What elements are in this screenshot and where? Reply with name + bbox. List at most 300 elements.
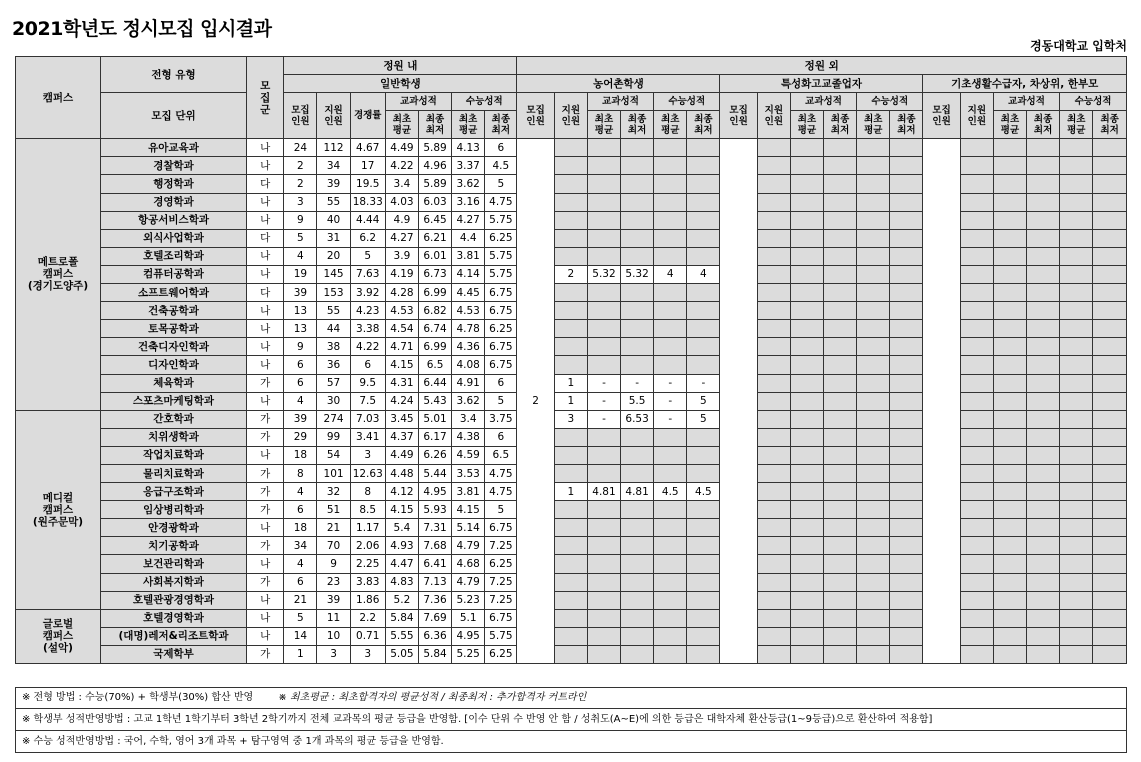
- group-value: 가: [247, 374, 284, 392]
- empty-cell: [890, 284, 923, 302]
- general-value: 3.81: [452, 483, 485, 501]
- min-header: 최종 최저: [890, 111, 923, 139]
- table-row: [16, 483, 1127, 501]
- rural-value: 6.53: [621, 410, 654, 428]
- empty-cell: [1093, 139, 1127, 157]
- general-value: 4.95: [452, 627, 485, 645]
- general-value: 5: [350, 247, 385, 265]
- empty-cell: [824, 211, 857, 229]
- group-value: 다: [247, 229, 284, 247]
- general-value: 5.05: [385, 645, 418, 663]
- empty-cell: [890, 519, 923, 537]
- empty-cell: [687, 501, 720, 519]
- empty-cell: [1027, 211, 1060, 229]
- general-value: 3.62: [452, 175, 485, 193]
- general-value: 4.91: [452, 374, 485, 392]
- empty-cell: [824, 410, 857, 428]
- empty-cell: [587, 157, 620, 175]
- general-value: 4.4: [452, 229, 485, 247]
- empty-cell: [993, 645, 1026, 663]
- table-row: [16, 320, 1127, 338]
- empty-cell: [1060, 627, 1093, 645]
- empty-cell: [790, 193, 823, 211]
- empty-cell: [1093, 265, 1127, 283]
- min-header: 최종 최저: [687, 111, 720, 139]
- empty-cell: [993, 175, 1026, 193]
- general-value: 21: [284, 591, 317, 609]
- unit-name: 작업치료학과: [100, 446, 246, 464]
- general-value: 3.4: [385, 175, 418, 193]
- general-value: 4.28: [385, 284, 418, 302]
- empty-cell: [993, 609, 1026, 627]
- empty-cell: [1027, 356, 1060, 374]
- empty-cell: [857, 338, 890, 356]
- general-value: 9.5: [350, 374, 385, 392]
- empty-cell: [993, 627, 1026, 645]
- empty-cell: [1093, 591, 1127, 609]
- empty-cell: [857, 609, 890, 627]
- empty-cell: [993, 157, 1026, 175]
- empty-cell: [993, 265, 1026, 283]
- table-row: [16, 392, 1127, 410]
- empty-cell: [654, 320, 687, 338]
- general-value: 39: [284, 410, 317, 428]
- unit-name: 안경광학과: [100, 519, 246, 537]
- empty-cell: [960, 193, 993, 211]
- empty-cell: [1093, 302, 1127, 320]
- empty-cell: [790, 302, 823, 320]
- empty-cell: [587, 519, 620, 537]
- rural-apply: 1: [554, 483, 587, 501]
- empty-cell: [621, 501, 654, 519]
- general-value: 7.5: [350, 392, 385, 410]
- general-value: 4.22: [350, 338, 385, 356]
- general-value: 0.71: [350, 627, 385, 645]
- general-value: 3: [284, 193, 317, 211]
- empty-cell: [587, 229, 620, 247]
- empty-cell: [993, 211, 1026, 229]
- empty-cell: [790, 609, 823, 627]
- general-value: 4.96: [418, 157, 451, 175]
- general-value: 4.75: [485, 193, 517, 211]
- general-value: 6.44: [418, 374, 451, 392]
- empty-cell: [993, 193, 1026, 211]
- empty-cell: [687, 157, 720, 175]
- general-value: 5.25: [452, 645, 485, 663]
- group-value: 가: [247, 573, 284, 591]
- empty-cell: [654, 645, 687, 663]
- general-value: 4.75: [485, 464, 517, 482]
- empty-cell: [1060, 338, 1093, 356]
- general-value: 4.13: [452, 139, 485, 157]
- type-header: 전형 유형: [100, 57, 246, 93]
- unit-name: 외식사업학과: [100, 229, 246, 247]
- empty-cell: [890, 211, 923, 229]
- empty-cell: [1093, 483, 1127, 501]
- general-value: 3: [317, 645, 350, 663]
- empty-cell: [621, 591, 654, 609]
- empty-cell: [824, 519, 857, 537]
- general-value: 17: [350, 157, 385, 175]
- empty-cell: [1027, 645, 1060, 663]
- min-header: 최종 최저: [1027, 111, 1060, 139]
- general-value: 7.31: [418, 519, 451, 537]
- avg-header: 최초 평균: [654, 111, 687, 139]
- rural-recruit-header: 모집 인원: [517, 93, 554, 139]
- empty-cell: [621, 627, 654, 645]
- empty-cell: [960, 428, 993, 446]
- empty-cell: [687, 609, 720, 627]
- empty-cell: [857, 555, 890, 573]
- general-value: 31: [317, 229, 350, 247]
- general-value: 4.67: [350, 139, 385, 157]
- empty-cell: [687, 464, 720, 482]
- table-row: [16, 645, 1127, 663]
- group-header: 모 집 군: [247, 57, 284, 139]
- empty-cell: [824, 591, 857, 609]
- empty-cell: [1060, 609, 1093, 627]
- general-value: 4.36: [452, 338, 485, 356]
- general-value: 3.62: [452, 392, 485, 410]
- empty-cell: [621, 428, 654, 446]
- empty-cell: [824, 645, 857, 663]
- empty-cell: [993, 229, 1026, 247]
- empty-cell: [890, 591, 923, 609]
- general-value: 5.1: [452, 609, 485, 627]
- general-value: 145: [317, 265, 350, 283]
- general-value: 8.5: [350, 501, 385, 519]
- general-value: 6.99: [418, 338, 451, 356]
- empty-cell: [993, 428, 1026, 446]
- rural-value: 5.5: [621, 392, 654, 410]
- general-value: 55: [317, 193, 350, 211]
- empty-cell: [1027, 483, 1060, 501]
- empty-cell: [554, 519, 587, 537]
- empty-cell: [890, 392, 923, 410]
- empty-cell: [1093, 627, 1127, 645]
- empty-cell: [554, 501, 587, 519]
- empty-cell: [757, 338, 790, 356]
- general-value: 18: [284, 446, 317, 464]
- empty-cell: [790, 247, 823, 265]
- general-value: 6.36: [418, 627, 451, 645]
- empty-cell: [621, 229, 654, 247]
- general-value: 3.83: [350, 573, 385, 591]
- empty-cell: [993, 446, 1026, 464]
- min-header: 최종 최저: [1093, 111, 1127, 139]
- general-value: 4.14: [452, 265, 485, 283]
- general-value: 4.24: [385, 392, 418, 410]
- empty-cell: [960, 392, 993, 410]
- general-value: 57: [317, 374, 350, 392]
- empty-cell: [857, 501, 890, 519]
- general-value: 39: [284, 284, 317, 302]
- empty-cell: [1027, 555, 1060, 573]
- empty-cell: [757, 302, 790, 320]
- empty-cell: [554, 627, 587, 645]
- empty-cell: [621, 157, 654, 175]
- general-value: 6.25: [485, 555, 517, 573]
- empty-cell: [587, 591, 620, 609]
- note-legend-text: ※ 최초평균 : 최초합격자의 평균성적 / 최종최저 : 추가합격자 커트라인: [278, 692, 587, 703]
- empty-cell: [890, 483, 923, 501]
- unit-name: 건축디자인학과: [100, 338, 246, 356]
- empty-cell: [587, 464, 620, 482]
- empty-cell: [1027, 374, 1060, 392]
- general-value: 3.9: [385, 247, 418, 265]
- empty-cell: [687, 573, 720, 591]
- empty-cell: [654, 284, 687, 302]
- empty-cell: [960, 609, 993, 627]
- empty-cell: [790, 320, 823, 338]
- general-value: 5.4: [385, 519, 418, 537]
- empty-cell: [790, 645, 823, 663]
- empty-cell: [654, 175, 687, 193]
- empty-cell: [1093, 392, 1127, 410]
- empty-cell: [621, 645, 654, 663]
- general-value: 29: [284, 428, 317, 446]
- empty-cell: [1060, 193, 1093, 211]
- rural-value: 4.5: [654, 483, 687, 501]
- empty-cell: [1027, 627, 1060, 645]
- empty-cell: [587, 428, 620, 446]
- general-value: 1.86: [350, 591, 385, 609]
- empty-cell: [654, 591, 687, 609]
- notes: [15, 687, 1127, 753]
- table-row: [16, 410, 1127, 428]
- table-row: [16, 302, 1127, 320]
- general-value: 6: [284, 356, 317, 374]
- empty-cell: [654, 573, 687, 591]
- general-value: 5.89: [418, 175, 451, 193]
- general-value: 6.75: [485, 302, 517, 320]
- empty-cell: [687, 247, 720, 265]
- general-value: 6.21: [418, 229, 451, 247]
- empty-cell: [654, 609, 687, 627]
- unit-name: 스포츠마케팅학과: [100, 392, 246, 410]
- general-value: 4.9: [385, 211, 418, 229]
- empty-cell: [1060, 645, 1093, 663]
- empty-cell: [1093, 501, 1127, 519]
- empty-cell: [1027, 410, 1060, 428]
- empty-cell: [757, 247, 790, 265]
- empty-cell: [621, 302, 654, 320]
- empty-cell: [890, 573, 923, 591]
- empty-cell: [587, 356, 620, 374]
- empty-cell: [824, 356, 857, 374]
- empty-cell: [824, 284, 857, 302]
- basic-school-grade-header: 교과성적: [993, 93, 1059, 111]
- empty-cell: [824, 374, 857, 392]
- rural-value: -: [621, 374, 654, 392]
- empty-cell: [587, 537, 620, 555]
- empty-cell: [757, 284, 790, 302]
- general-value: 6.25: [485, 645, 517, 663]
- general-value: 4.5: [485, 157, 517, 175]
- empty-cell: [790, 356, 823, 374]
- general-value: 5.84: [418, 645, 451, 663]
- empty-cell: [554, 157, 587, 175]
- general-value: 24: [284, 139, 317, 157]
- empty-cell: [993, 247, 1026, 265]
- empty-cell: [687, 320, 720, 338]
- unit-name: 호텔조리학과: [100, 247, 246, 265]
- basic-csat-grade-header: 수능성적: [1060, 93, 1127, 111]
- empty-cell: [1060, 139, 1093, 157]
- empty-cell: [1027, 175, 1060, 193]
- general-value: 7.69: [418, 609, 451, 627]
- general-value: 7.25: [485, 573, 517, 591]
- empty-cell: [654, 555, 687, 573]
- empty-cell: [790, 157, 823, 175]
- unit-name: 유아교육과: [100, 139, 246, 157]
- unit-name: 치기공학과: [100, 537, 246, 555]
- empty-cell: [554, 247, 587, 265]
- empty-cell: [790, 211, 823, 229]
- empty-cell: [687, 537, 720, 555]
- general-value: 5.75: [485, 247, 517, 265]
- general-value: 3.53: [452, 464, 485, 482]
- empty-cell: [824, 609, 857, 627]
- empty-cell: [857, 483, 890, 501]
- empty-cell: [554, 320, 587, 338]
- empty-cell: [824, 428, 857, 446]
- special-recruit-empty: [720, 139, 757, 664]
- rural-school-grade-header: 교과성적: [587, 93, 653, 111]
- campus-name: 글로벌 캠퍼스 (설악): [16, 609, 101, 663]
- general-value: 1: [284, 645, 317, 663]
- empty-cell: [824, 464, 857, 482]
- group-value: 가: [247, 501, 284, 519]
- group-value: 가: [247, 645, 284, 663]
- empty-cell: [621, 338, 654, 356]
- empty-cell: [890, 157, 923, 175]
- empty-cell: [757, 573, 790, 591]
- empty-cell: [1027, 591, 1060, 609]
- general-value: 6.75: [485, 338, 517, 356]
- empty-cell: [1027, 229, 1060, 247]
- general-value: 34: [317, 157, 350, 175]
- general-value: 44: [317, 320, 350, 338]
- table-row: [16, 265, 1127, 283]
- empty-cell: [993, 374, 1026, 392]
- general-value: 6.73: [418, 265, 451, 283]
- empty-cell: [960, 501, 993, 519]
- rural-value: 4: [654, 265, 687, 283]
- empty-cell: [554, 338, 587, 356]
- group-value: 나: [247, 609, 284, 627]
- group-value: 나: [247, 338, 284, 356]
- table-row: [16, 338, 1127, 356]
- group-value: 나: [247, 211, 284, 229]
- empty-cell: [960, 338, 993, 356]
- general-value: 4.95: [418, 483, 451, 501]
- rural-csat-grade-header: 수능성적: [654, 93, 720, 111]
- empty-cell: [757, 519, 790, 537]
- empty-cell: [960, 157, 993, 175]
- group-value: 나: [247, 627, 284, 645]
- unit-name: 호텔관광경영학과: [100, 591, 246, 609]
- general-value: 4.75: [485, 483, 517, 501]
- general-value: 6.75: [485, 609, 517, 627]
- empty-cell: [1060, 211, 1093, 229]
- special-csat-grade-header: 수능성적: [857, 93, 923, 111]
- general-value: 3.4: [452, 410, 485, 428]
- empty-cell: [1027, 573, 1060, 591]
- empty-cell: [790, 501, 823, 519]
- table-row: [16, 591, 1127, 609]
- empty-cell: [654, 338, 687, 356]
- rural-apply: 1: [554, 374, 587, 392]
- empty-cell: [890, 374, 923, 392]
- general-value: 5: [284, 229, 317, 247]
- empty-cell: [960, 320, 993, 338]
- empty-cell: [824, 573, 857, 591]
- empty-cell: [621, 175, 654, 193]
- general-value: 6: [485, 428, 517, 446]
- empty-cell: [960, 284, 993, 302]
- rural-apply-header: 지원 인원: [554, 93, 587, 139]
- empty-cell: [790, 139, 823, 157]
- rural-value: -: [654, 410, 687, 428]
- general-value: 3.41: [350, 428, 385, 446]
- empty-cell: [654, 537, 687, 555]
- table-row: [16, 609, 1127, 627]
- avg-header: 최초 평균: [993, 111, 1026, 139]
- general-value: 4.59: [452, 446, 485, 464]
- general-value: 6.75: [485, 284, 517, 302]
- group-value: 나: [247, 247, 284, 265]
- rural-header: 농어촌학생: [517, 75, 720, 93]
- empty-cell: [857, 410, 890, 428]
- general-value: 6.25: [485, 229, 517, 247]
- empty-cell: [960, 464, 993, 482]
- empty-cell: [1093, 193, 1127, 211]
- empty-cell: [993, 483, 1026, 501]
- empty-cell: [1093, 464, 1127, 482]
- table-row: [16, 446, 1127, 464]
- unit-name: 경찰학과: [100, 157, 246, 175]
- general-value: 3.37: [452, 157, 485, 175]
- empty-cell: [790, 464, 823, 482]
- rural-value: -: [654, 392, 687, 410]
- empty-cell: [790, 338, 823, 356]
- rural-value: -: [587, 374, 620, 392]
- empty-cell: [1027, 609, 1060, 627]
- empty-cell: [960, 627, 993, 645]
- empty-cell: [857, 302, 890, 320]
- rural-apply: 1: [554, 392, 587, 410]
- empty-cell: [687, 645, 720, 663]
- general-value: 3: [350, 446, 385, 464]
- empty-cell: [654, 229, 687, 247]
- general-value: 112: [317, 139, 350, 157]
- general-value: 8: [284, 464, 317, 482]
- empty-cell: [757, 410, 790, 428]
- general-value: 32: [317, 483, 350, 501]
- empty-cell: [857, 320, 890, 338]
- empty-cell: [1027, 302, 1060, 320]
- rural-value: -: [587, 392, 620, 410]
- empty-cell: [1093, 374, 1127, 392]
- empty-cell: [890, 627, 923, 645]
- general-value: 13: [284, 302, 317, 320]
- empty-cell: [1060, 229, 1093, 247]
- rural-value: 5.32: [621, 265, 654, 283]
- empty-cell: [654, 356, 687, 374]
- empty-cell: [890, 175, 923, 193]
- empty-cell: [1060, 302, 1093, 320]
